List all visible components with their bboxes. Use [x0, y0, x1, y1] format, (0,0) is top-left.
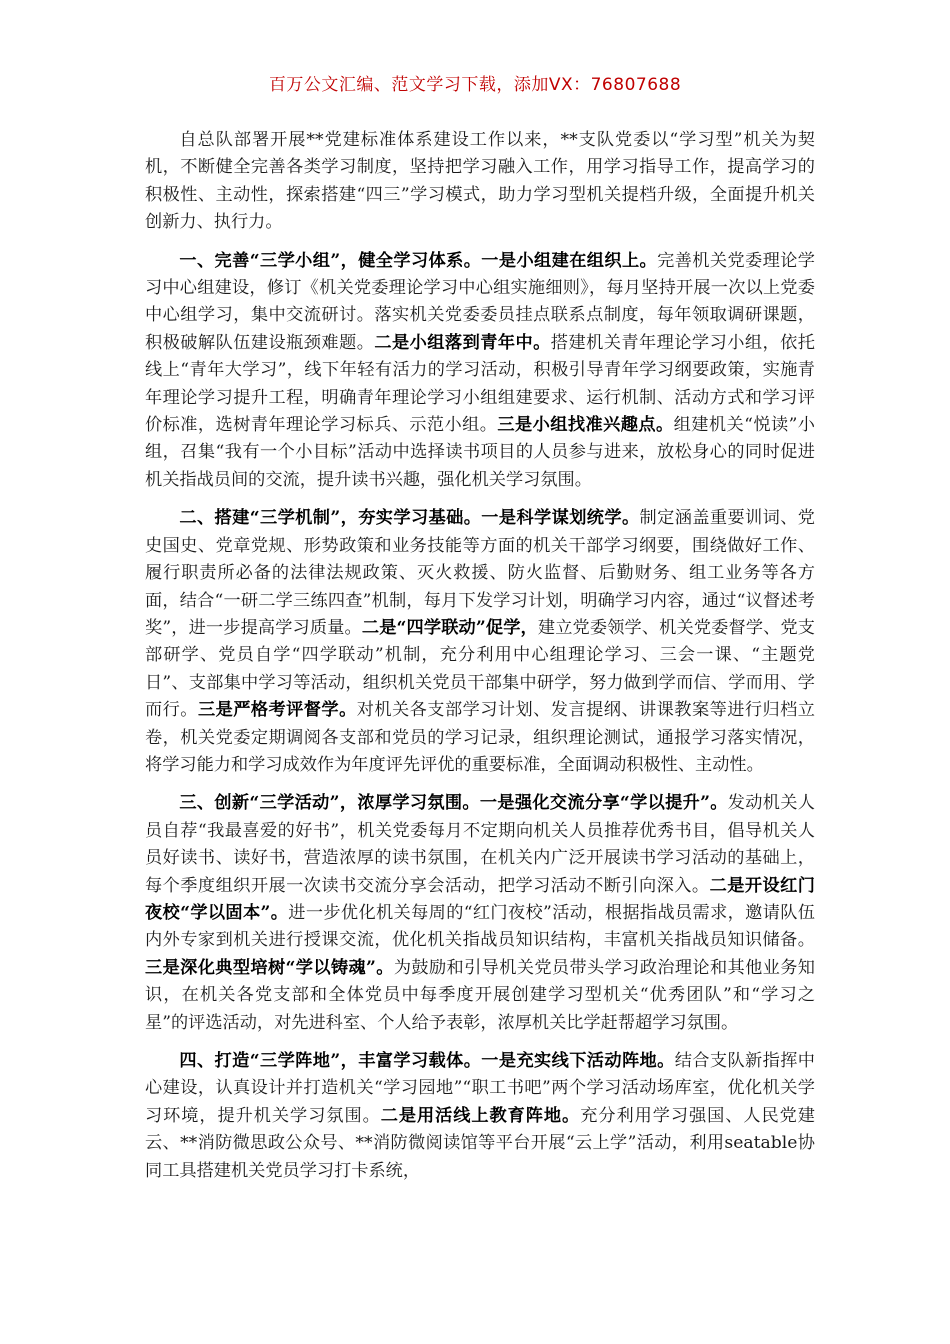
section-1-point-1-text: 完善机关党委理论学习中心组建设，修订《机关党委理论学习中心组实施细则》，每月坚持开展一次以上党委中心组学习，集中交流研讨。落实机关党委委员挂点联系点制度，每年领取调研课题，积极破解队伍建设瓶颈难题。 [145, 250, 815, 353]
section-1-point-1-label: 一是小组建在组织上。 [481, 250, 658, 271]
document-body [145, 127, 815, 1196]
section-3-heading: 三、创新“三学活动”，浓厚学习氛围。 [179, 793, 480, 814]
section-3-point-3-label: 三是深化典型培树“学以铸魂”。 [145, 957, 394, 978]
section-2-point-1-label: 一是科学谋划统学。 [481, 508, 640, 529]
section-2-paragraph [145, 505, 815, 779]
section-3-point-2-label: 二是开设红门夜校“学以固本”。 [145, 875, 815, 923]
header-banner: 百万公文汇编、范文学习下载，添加VX：76807688 [268, 75, 682, 95]
section-4-point-1-text: 结合支队新指挥中心建设，认真设计并打造机关“学习园地”“职工书吧”两个学习活动场库室，优化机关学习环境，提升机关学习氛围。 [145, 1051, 815, 1126]
section-2-point-1-text: 制定涵盖重要训词、党史国史、党章党规、形势政策和业务技能等方面的机关干部学习纲要，围绕做好工作、履行职责所必备的法律法规政策、灭火救援、防火监督、后勤财务、组工业务等各方面，结合“一研二学三练四查”机制，每月下发学习计划，明确学习内容，通过“议督述考奖”，进一步提高学习质量。 [145, 508, 815, 638]
section-4-point-2-label: 二是用活线上教育阵地。 [380, 1105, 581, 1126]
section-1-paragraph [145, 248, 815, 495]
section-3-point-1-label: 一是强化交流分享“学以提升”。 [479, 793, 728, 814]
section-4-point-2-text: 充分利用学习强国、人民党建云、**消防微思政公众号、**消防微阅读馆等平台开展“云上学”活动，利用seatable协同工具搭建机关党员学习打卡系统， [145, 1105, 815, 1181]
section-4-point-1-label: 一是充实线下活动阵地。 [481, 1051, 675, 1071]
section-1-heading: 一、完善“三学小组”，健全学习体系。 [179, 250, 482, 271]
section-1-point-2-label: 二是小组落到青年中。 [374, 332, 551, 353]
section-3-point-1-text: 发动机关人员自荐“我最喜爱的好书”，机关党委每月不定期向机关人员推荐优秀书目，倡导机关人员好读书、读好书，营造浓厚的读书氛围，在机关内广泛开展读书学习活动的基础上，每个季度组织开展一次读书交流分享会活动，把学习活动不断引向深入。 [145, 793, 815, 896]
section-4-heading: 四、打造“三学阵地”，丰富学习载体。 [179, 1051, 482, 1071]
section-3-point-2-text: 进一步优化机关每周的“红门夜校”活动，根据指战员需求，邀请队伍内外专家到机关进行授课交流，优化机关指战员知识结构，丰富机关指战员知识储备。 [145, 902, 815, 951]
section-1-point-2-text: 搭建机关青年理论学习小组，依托线上“青年大学习”，线下年轻有活力的学习活动，积极引导青年学习纲要政策，实施青年理论学习提升工程，明确青年理论学习小组组建要求、运行机制、活动方式和学习评价标准，选树青年理论学习标兵、示范小组。 [145, 332, 815, 436]
section-4-paragraph [145, 1048, 815, 1185]
section-3-paragraph [145, 790, 815, 1037]
section-3-point-3-text: 为鼓励和引导机关党员带头学习政治理论和其他业务知识，在机关各党支部和全体党员中每季度开展创建学习型机关“优秀团队”和“学习之星”的评选活动，对先进科室、个人给予表彰，浓厚机关比学赶帮超学习氛围。 [145, 957, 815, 1033]
section-2-point-3-text: 对机关各支部学习计划、发言提纲、讲课教案等进行归档立卷，机关党委定期调阅各支部和党员的学习记录，组织理论测试，通报学习落实情况，将学习能力和学习成效作为年度评先评优的重要标准，全面调动积极性、主动性。 [145, 700, 815, 775]
section-2-point-2-label: 二是“四学联动”促学， [361, 617, 538, 638]
section-2-heading: 二、搭建“三学机制”，夯实学习基础。 [179, 508, 482, 529]
section-1-point-3-text: 组建机关“悦读”小组，召集“我有一个小目标”活动中选择读书项目的人员参与进来，放松身心的同时促进机关指战员间的交流，提升读书兴趣，强化机关学习氛围。 [145, 415, 815, 490]
section-1-point-3-label: 三是小组找准兴趣点。 [497, 415, 674, 436]
intro-paragraph: 自总队部署开展**党建标准体系建设工作以来，**支队党委以“学习型”机关为契机，不断健全完善各类学习制度，坚持把学习融入工作，用学习指导工作，提高学习的积极性、主动性，探索搭建“四三”学习模式，助力学习型机关提档升级，全面提升机关创新力、执行力。 [145, 130, 815, 233]
section-2-point-3-label: 三是严格考评督学。 [197, 700, 357, 721]
section-2-point-2-text: 建立党委领学、机关党委督学、党支部研学、党员自学“四学联动”机制，充分利用中心组理论学习、三会一课、“主题党日”、支部集中学习等活动，组织机关党员干部集中研学，努力做到学而信、学而用、学而行。 [145, 617, 815, 721]
